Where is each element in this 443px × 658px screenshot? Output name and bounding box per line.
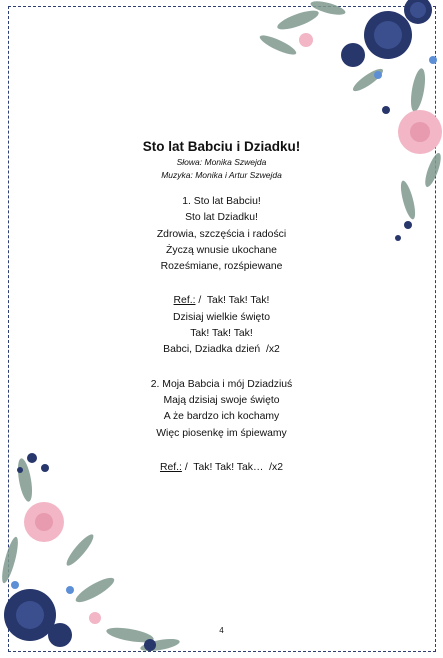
- lyrics-credit: Słowa: Monika Szwejda: [176, 157, 267, 167]
- verse-1-line: Roześmiane, rozśpiewane: [160, 261, 283, 273]
- verse-2-line: Mają dzisiaj swoje święto: [163, 394, 280, 406]
- chorus-1-ref-line: [0, 293, 443, 309]
- chorus-2-ref-line: [0, 460, 443, 476]
- verse-1-line: Sto lat Dziadku!: [185, 212, 258, 224]
- verse-2-line: Więc piosenkę im śpiewamy: [156, 427, 287, 439]
- page-number: 4: [219, 626, 224, 635]
- ref-label: Ref.:: [173, 295, 196, 307]
- verse-2: [0, 377, 443, 442]
- ref-text: / Tak! Tak! Tak!: [195, 295, 270, 307]
- verse-1-line: Zdrowia, szczęścia i radości: [156, 228, 287, 240]
- verse-2-line: A że bardzo ich kochamy: [163, 411, 280, 423]
- music-credit: Muzyka: Monika i Artur Szwejda: [161, 170, 282, 180]
- chorus-1: [0, 293, 443, 358]
- ref-text: / Tak! Tak! Tak… /x2: [181, 461, 283, 473]
- song-content: [0, 138, 443, 476]
- chorus-1-line: Babci, Dziadka dzień /x2: [163, 344, 280, 356]
- ref-label: Ref.:: [159, 461, 182, 473]
- song-title: Sto lat Babciu i Dziadku!: [142, 139, 301, 154]
- verse-1: [0, 194, 443, 275]
- verse-1-line: 1. Sto lat Babciu!: [182, 196, 261, 207]
- chorus-1-line: Dzisiaj wielkie święto: [172, 311, 270, 323]
- verse-1-line: Życzą wnusie ukochane: [166, 244, 277, 256]
- verse-2-line: 2. Moja Babcia i mój Dziadziuś: [150, 378, 293, 390]
- chorus-1-line: Tak! Tak! Tak!: [190, 328, 253, 340]
